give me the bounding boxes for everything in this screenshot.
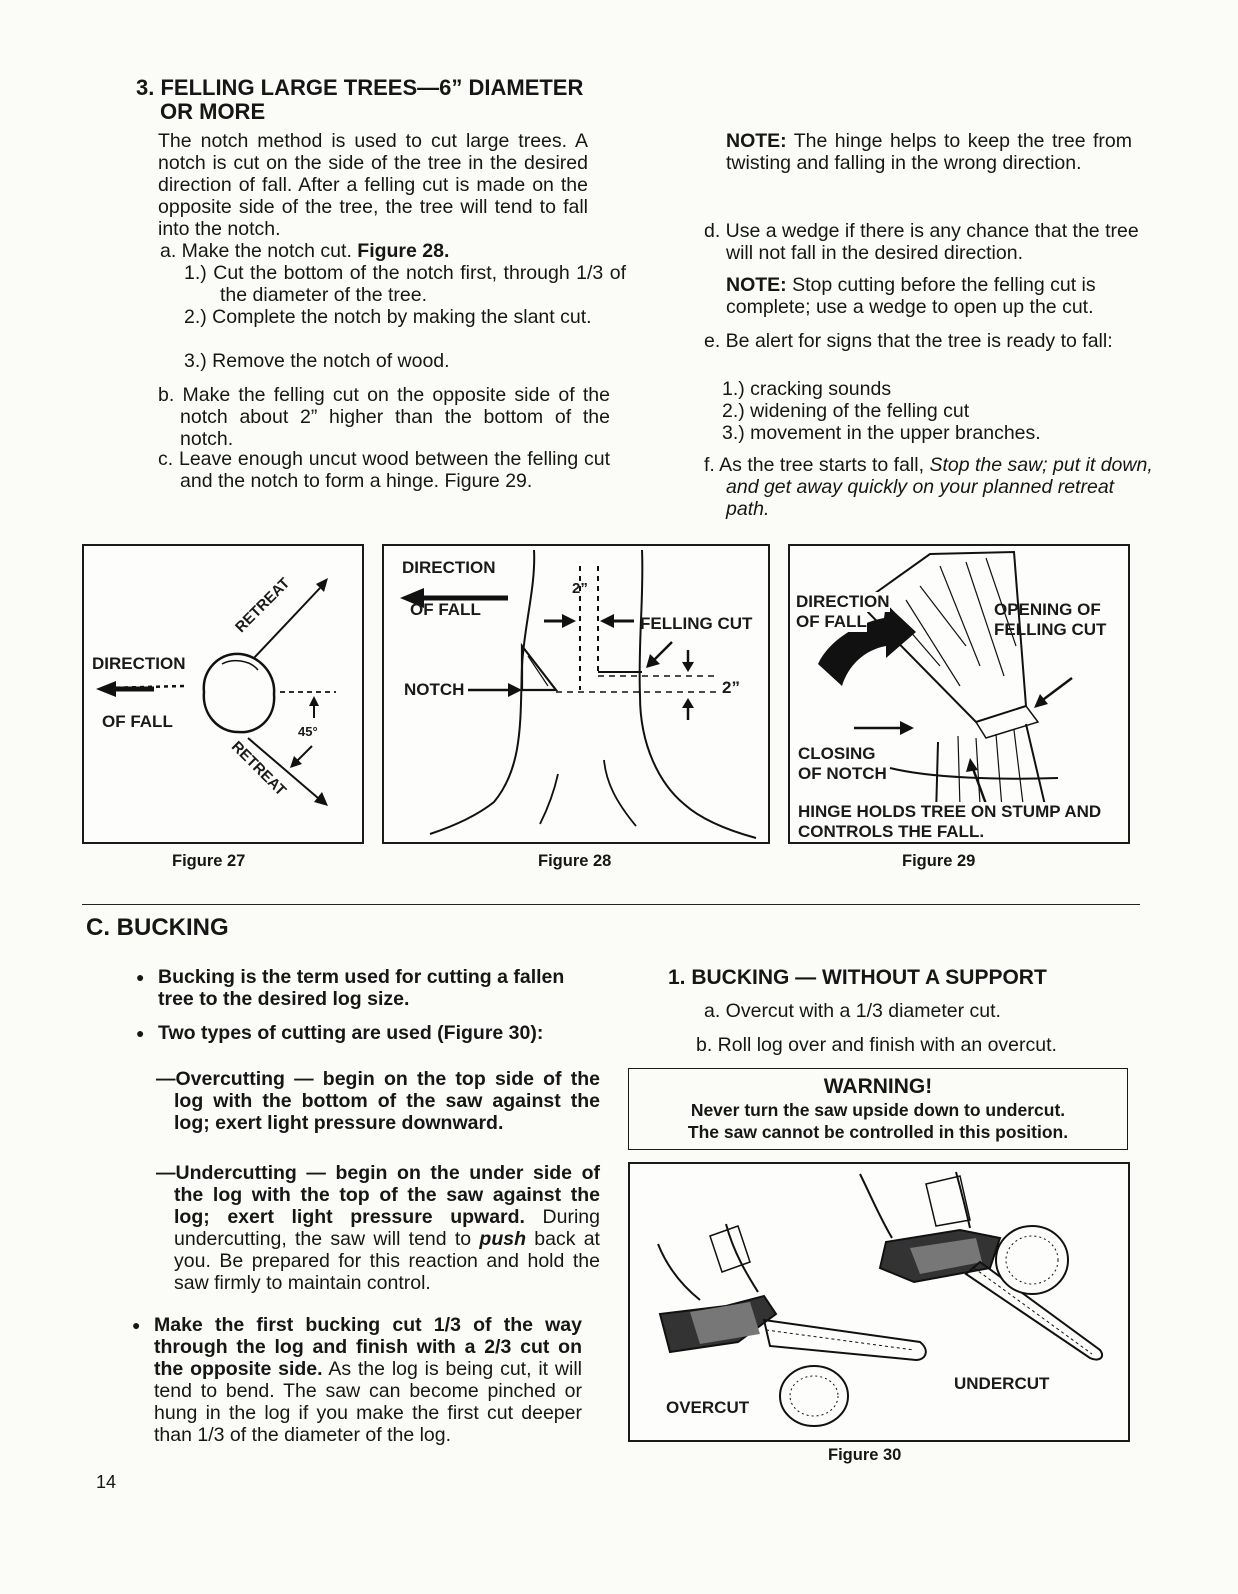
warning-box: [628, 1068, 1128, 1150]
fig28-notch-label: NOTCH: [404, 680, 465, 699]
fig28-two-inch-right: 2”: [722, 678, 740, 697]
step-d: d. Use a wedge if there is any chance that the tree will not fall in the desired direction.: [704, 220, 1139, 264]
figure-30-caption: Figure 30: [828, 1446, 902, 1464]
step-e: e. Be alert for signs that the tree is ready to fall:: [704, 330, 1113, 352]
bucking-bullet-2: ● Two types of cutting are used (Figure 30):: [158, 1022, 590, 1044]
fig29-opening-label-2: FELLING CUT: [994, 620, 1107, 639]
figure-27: [82, 544, 364, 844]
figure-27-caption: Figure 27: [172, 852, 246, 870]
figure-29-drawing: [790, 546, 1128, 842]
fig28-of-fall-label: OF FALL: [410, 600, 481, 619]
fig28-two-inch-top: 2”: [572, 580, 588, 597]
figure-28-caption: Figure 28: [538, 852, 612, 870]
step-e3: 3.) movement in the upper branches.: [722, 422, 1041, 444]
fig29-closing-label-1: CLOSING: [798, 744, 876, 763]
warning-title: WARNING!: [823, 1075, 933, 1098]
figure-28: [382, 544, 770, 844]
fig30-overcut-label: OVERCUT: [666, 1398, 750, 1417]
note-hinge: NOTE: The hinge helps to keep the tree from twisting and falling in the wrong direction.: [726, 130, 1132, 174]
note-wedge: NOTE: Stop cutting before the felling cut is complete; use a wedge to open up the cut.: [726, 274, 1096, 318]
warning-line-1: Never turn the saw upside down to undercut.: [690, 1100, 1066, 1120]
fig29-closing-label-2: OF NOTCH: [798, 764, 887, 783]
warning-line-2: The saw cannot be controlled in this position.: [687, 1122, 1069, 1142]
step-e1: 1.) cracking sounds: [722, 378, 892, 400]
step-a: a. Make the notch cut. Figure 28.: [160, 240, 450, 262]
section-divider: [82, 904, 1140, 905]
page-number: 14: [96, 1472, 117, 1492]
fig29-hinge-label-1: HINGE HOLDS TREE ON STUMP AND: [798, 802, 1102, 821]
fig27-of-fall-label: OF FALL: [102, 712, 173, 731]
fig29-hinge-label-2: CONTROLS THE FALL.: [798, 822, 985, 841]
step-a2: 2.) Complete the notch by making the slant cut.: [184, 306, 592, 328]
bucking-step-b: b. Roll log over and finish with an overcut.: [696, 1034, 1057, 1056]
step-a3: 3.) Remove the notch of wood.: [184, 350, 450, 372]
overcutting-description: —Overcutting — begin on the top side of the log with the bottom of the saw against the log; exert light pressure downward.: [156, 1068, 600, 1134]
fig27-retreat-upper: RETREAT: [232, 574, 294, 637]
bucking-subheading: 1. BUCKING — WITHOUT A SUPPORT: [668, 966, 1047, 989]
fig29-direction-label: DIRECTION: [796, 592, 890, 611]
step-c: c. Leave enough uncut wood between the felling cut and the notch to form a hinge. Figure 29.: [158, 448, 610, 492]
undercutting-description: —Undercutting — begin on the under side of the log with the top of the saw against the log; exert light pressure upward. During undercutting, the saw will tend to push back at you. Be prepared for this reaction and hold the saw firmly to maintain control.: [156, 1162, 600, 1294]
figure-30: [628, 1162, 1130, 1442]
fig28-felling-cut-label: FELLING CUT: [640, 614, 753, 633]
step-e2: 2.) widening of the felling cut: [722, 400, 970, 422]
bucking-bullet-1: ● Bucking is the term used for cutting a fallen tree to the desired log size.: [158, 966, 590, 1010]
step-f: f. As the tree starts to fall, Stop the saw; put it down, and get away quickly on your planned retreat path.: [704, 454, 1153, 520]
fig29-opening-label-1: OPENING OF: [994, 600, 1101, 619]
fig30-undercut-label: UNDERCUT: [954, 1374, 1050, 1393]
section-title: 3. FELLING LARGE TREES—6” DIAMETER OR MORE: [136, 75, 584, 124]
fig27-angle-label: 45°: [298, 724, 318, 739]
step-b: b. Make the felling cut on the opposite side of the notch about 2” higher than the bottom of the notch.: [158, 384, 610, 450]
figure-29-caption: Figure 29: [902, 852, 976, 870]
fig29-of-fall-label: OF FALL: [796, 612, 867, 631]
fig28-direction-label: DIRECTION: [402, 558, 496, 577]
intro-paragraph: The notch method is used to cut large trees. A notch is cut on the side of the tree in the desired direction of fall. After a felling cut is made on the opposite side of the tree, the tree will tend to fall into the notch.: [158, 130, 588, 240]
figure-27-drawing: [84, 546, 362, 842]
bucking-step-a: a. Overcut with a 1/3 diameter cut.: [704, 1000, 1001, 1022]
bucking-heading: C. BUCKING: [86, 914, 229, 941]
bucking-bullet-3: ● Make the first bucking cut 1/3 of the way through the log and finish with a 2/3 cut on the opposite side. As the log is being cut, it will tend to bend. The saw can become pinched or hung in the log if you make the first cut deeper than 1/3 of the diameter of the log.: [154, 1314, 582, 1446]
step-a1: 1.) Cut the bottom of the notch first, through 1/3 of the diameter of the tree.: [184, 262, 626, 306]
figure-29: [788, 544, 1130, 844]
fig27-direction-label: DIRECTION: [92, 654, 186, 673]
fig27-retreat-lower: RETREAT: [227, 738, 290, 800]
